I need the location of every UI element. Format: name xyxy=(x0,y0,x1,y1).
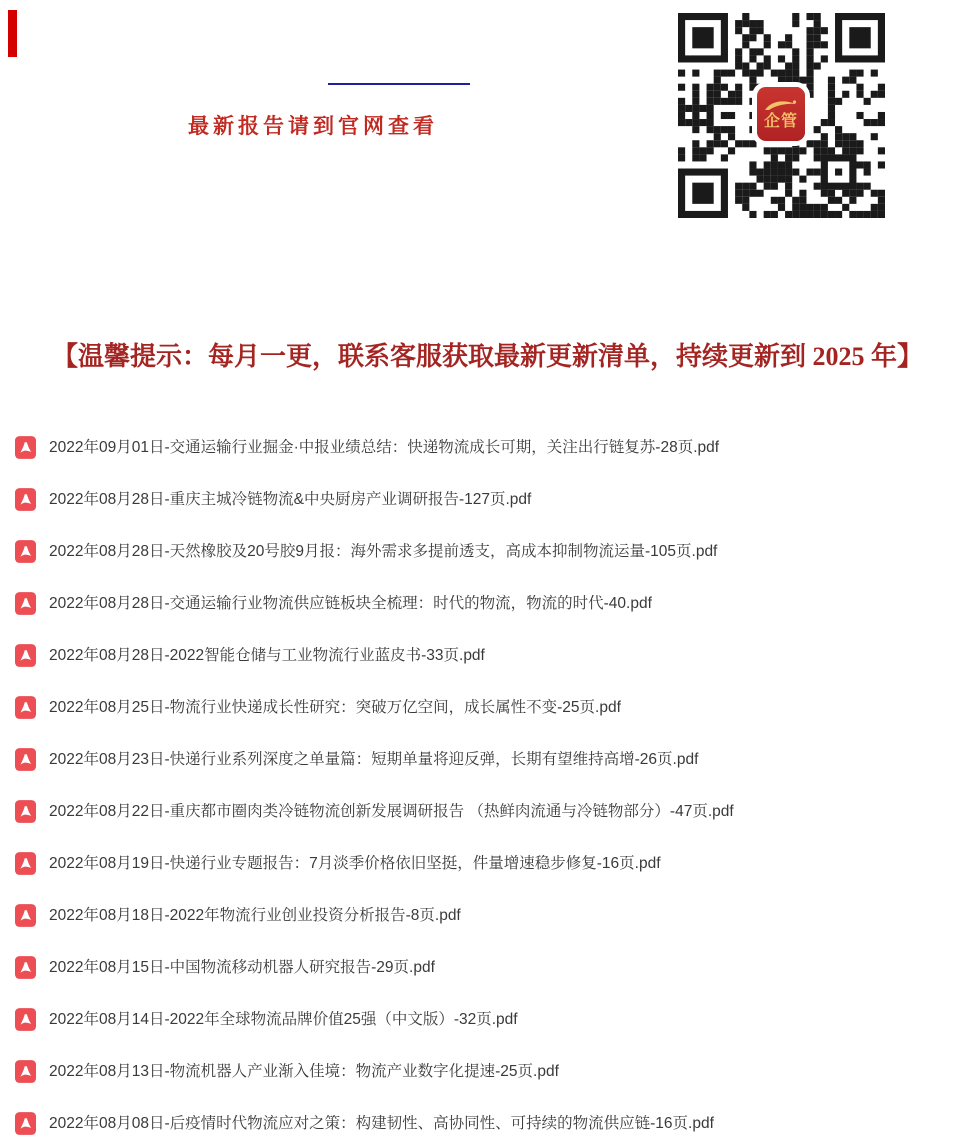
file-name: 2022年09月01日-交通运输行业掘金·中报业绩总结：快递物流成长可期，关注出行链复苏-28页.pdf xyxy=(49,439,720,456)
red-edge-marker xyxy=(8,10,17,57)
file-list-item[interactable] xyxy=(15,800,965,852)
pdf-file-icon xyxy=(15,488,36,511)
file-name: 2022年08月23日-快递行业系列深度之单量篇：短期单量将迎反弹，长期有望维持高增-26页.pdf xyxy=(49,751,699,768)
file-list xyxy=(15,436,965,1137)
pdf-file-icon xyxy=(15,1060,36,1083)
file-name: 2022年08月25日-物流行业快递成长性研究：突破万亿空间，成长属性不变-25页.pdf xyxy=(49,699,621,716)
pdf-file-icon xyxy=(15,1008,36,1031)
pdf-file-icon xyxy=(15,748,36,771)
file-list-item[interactable] xyxy=(15,1060,965,1112)
file-list-item[interactable] xyxy=(15,540,965,592)
file-list-item[interactable] xyxy=(15,436,965,488)
notice-banner: 【温馨提示：每月一更，联系客服获取最新更新清单，持续更新到 2025 年】 xyxy=(51,342,923,371)
file-list-item[interactable] xyxy=(15,696,965,748)
pdf-file-icon xyxy=(15,800,36,823)
qr-code xyxy=(678,13,885,218)
file-list-item[interactable] xyxy=(15,748,965,800)
file-list-item[interactable] xyxy=(15,644,965,696)
file-list-item[interactable] xyxy=(15,488,965,540)
file-name: 2022年08月13日-物流机器人产业渐入佳境：物流产业数字化提速-25页.pdf xyxy=(49,1063,559,1080)
pdf-file-icon xyxy=(15,852,36,875)
file-name: 2022年08月22日-重庆都市圈肉类冷链物流创新发展调研报告 （热鲜肉流通与冷链物部分）-47页.pdf xyxy=(49,803,734,820)
official-site-link-underline[interactable] xyxy=(328,83,470,85)
file-list-item[interactable] xyxy=(15,1112,965,1137)
file-name: 2022年08月19日-快递行业专题报告：7月淡季价格依旧坚挺，件量增速稳步修复-16页.pdf xyxy=(49,855,661,872)
pdf-file-icon xyxy=(15,696,36,719)
phoenix-swoosh-icon xyxy=(763,98,799,112)
file-name: 2022年08月15日-中国物流移动机器人研究报告-29页.pdf xyxy=(49,959,435,976)
pdf-file-icon xyxy=(15,540,36,563)
file-name: 2022年08月28日-交通运输行业物流供应链板块全梳理：时代的物流，物流的时代-40.pdf xyxy=(49,595,652,612)
file-list-item[interactable] xyxy=(15,592,965,644)
qr-logo-text: 企管 xyxy=(763,112,798,130)
pdf-file-icon xyxy=(15,644,36,667)
file-name: 2022年08月28日-2022智能仓储与工业物流行业蓝皮书-33页.pdf xyxy=(49,647,485,664)
qr-center-logo xyxy=(757,87,805,141)
file-name: 2022年08月28日-重庆主城冷链物流&中央厨房产业调研报告-127页.pdf xyxy=(49,491,532,508)
file-name: 2022年08月14日-2022年全球物流品牌价值25强（中文版）-32页.pdf xyxy=(49,1011,518,1028)
file-name: 2022年08月28日-天然橡胶及20号胶9月报：海外需求多提前透支，高成本抑制物流运量-105页.pdf xyxy=(49,543,718,560)
file-list-item[interactable] xyxy=(15,904,965,956)
pdf-file-icon xyxy=(15,956,36,979)
pdf-file-icon xyxy=(15,1112,36,1135)
file-list-item[interactable] xyxy=(15,1008,965,1060)
file-name: 2022年08月18日-2022年物流行业创业投资分析报告-8页.pdf xyxy=(49,907,461,924)
pdf-file-icon xyxy=(15,436,36,459)
pdf-file-icon xyxy=(15,904,36,927)
pdf-file-icon xyxy=(15,592,36,615)
file-name: 2022年08月08日-后疫情时代物流应对之策：构建韧性、高协同性、可持续的物流供应链-16页.pdf xyxy=(49,1115,714,1132)
page-title: 最新报告请到官网查看 xyxy=(188,114,438,138)
file-list-item[interactable] xyxy=(15,956,965,1008)
file-list-item[interactable] xyxy=(15,852,965,904)
